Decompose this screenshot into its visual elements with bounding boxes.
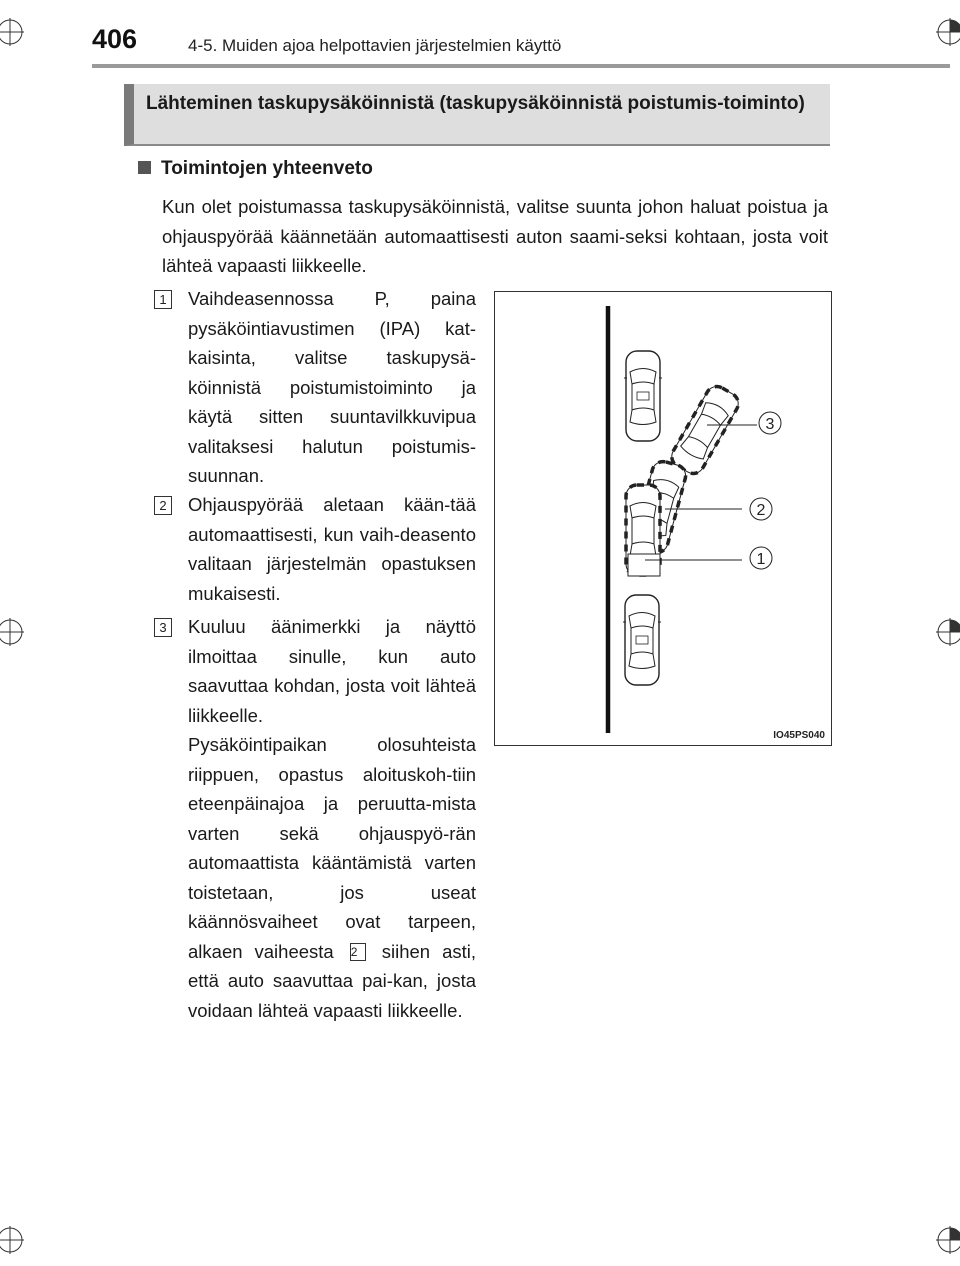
svg-text:1: 1	[756, 551, 766, 568]
parked-car-top	[624, 351, 662, 441]
page-number: 406	[92, 24, 138, 54]
step-text: Vaihdeasennossa P, paina pysäköintiavustimen (IPA) kat-kaisinta, valitse taskupysä-köinnistä poistumistoiminto ja käytä sitten suuntavilkkuvipua valitaksesi halutun poistumis-suunnan.	[188, 288, 476, 486]
step-1	[154, 284, 476, 491]
parking-diagram	[495, 292, 831, 745]
figure-code: IO45PS040	[773, 730, 825, 741]
step-number-badge: 1	[154, 290, 172, 309]
step-number-badge: 2	[154, 496, 172, 515]
subsection-heading	[138, 158, 373, 180]
step-number-badge: 3	[154, 618, 172, 637]
svg-text:2: 2	[756, 502, 766, 519]
header-rule	[92, 64, 950, 68]
step-note-before: Pysäköintipaikan olosuhteista riippuen, opastus aloituskoh-tiin eteenpäinajoa ja peruutta-mista varten sekä ohjauspyö-rän automaattista kääntämistä varten toistetaan, jos useat käännösvaiheet ovat tarpeen, alkaen vaiheesta	[188, 734, 476, 962]
step-2	[154, 490, 476, 608]
parking-figure	[494, 291, 832, 746]
step-text: Kuuluu äänimerkki ja näyttö ilmoittaa sinulle, kun auto saavuttaa kohdan, josta voit lähteä liikkeelle.	[188, 616, 476, 726]
step-note	[188, 730, 476, 1025]
step-note-after: siihen asti, että auto saavuttaa pai-kan, josta voidaan lähteä vapaasti liikkeelle.	[188, 940, 477, 1021]
parked-car-bottom	[623, 595, 661, 685]
callout-3	[759, 412, 781, 434]
step-ref-badge: 2	[350, 943, 366, 961]
car-position-3	[668, 383, 742, 478]
callout-1	[750, 547, 772, 569]
callout-2	[750, 498, 772, 520]
chapter-title: 4-5. Muiden ajoa helpottavien järjestelmien käyttö	[188, 36, 562, 55]
summary-paragraph: Kun olet poistumassa taskupysäköinnistä, valitse suunta johon haluat poistua ja ohjauspyörää käännetään automaattisesti auton saami-seksi kohtaan, josta voit lähteä vapaasti liikkeelle.	[162, 196, 828, 276]
subsection-heading-text: Toimintojen yhteenveto	[161, 158, 373, 179]
svg-text:3: 3	[765, 416, 775, 433]
step-3	[154, 612, 476, 1025]
section-title: Lähteminen taskupysäköinnistä (taskupysäköinnistä poistumis-toiminto)	[124, 84, 830, 146]
square-bullet-icon	[138, 161, 151, 174]
step-text: Ohjauspyörää aletaan kään-tää automaattisesti, kun vaih-deasento valitaan järjestelmän opastuksen mukaisesti.	[188, 494, 476, 604]
